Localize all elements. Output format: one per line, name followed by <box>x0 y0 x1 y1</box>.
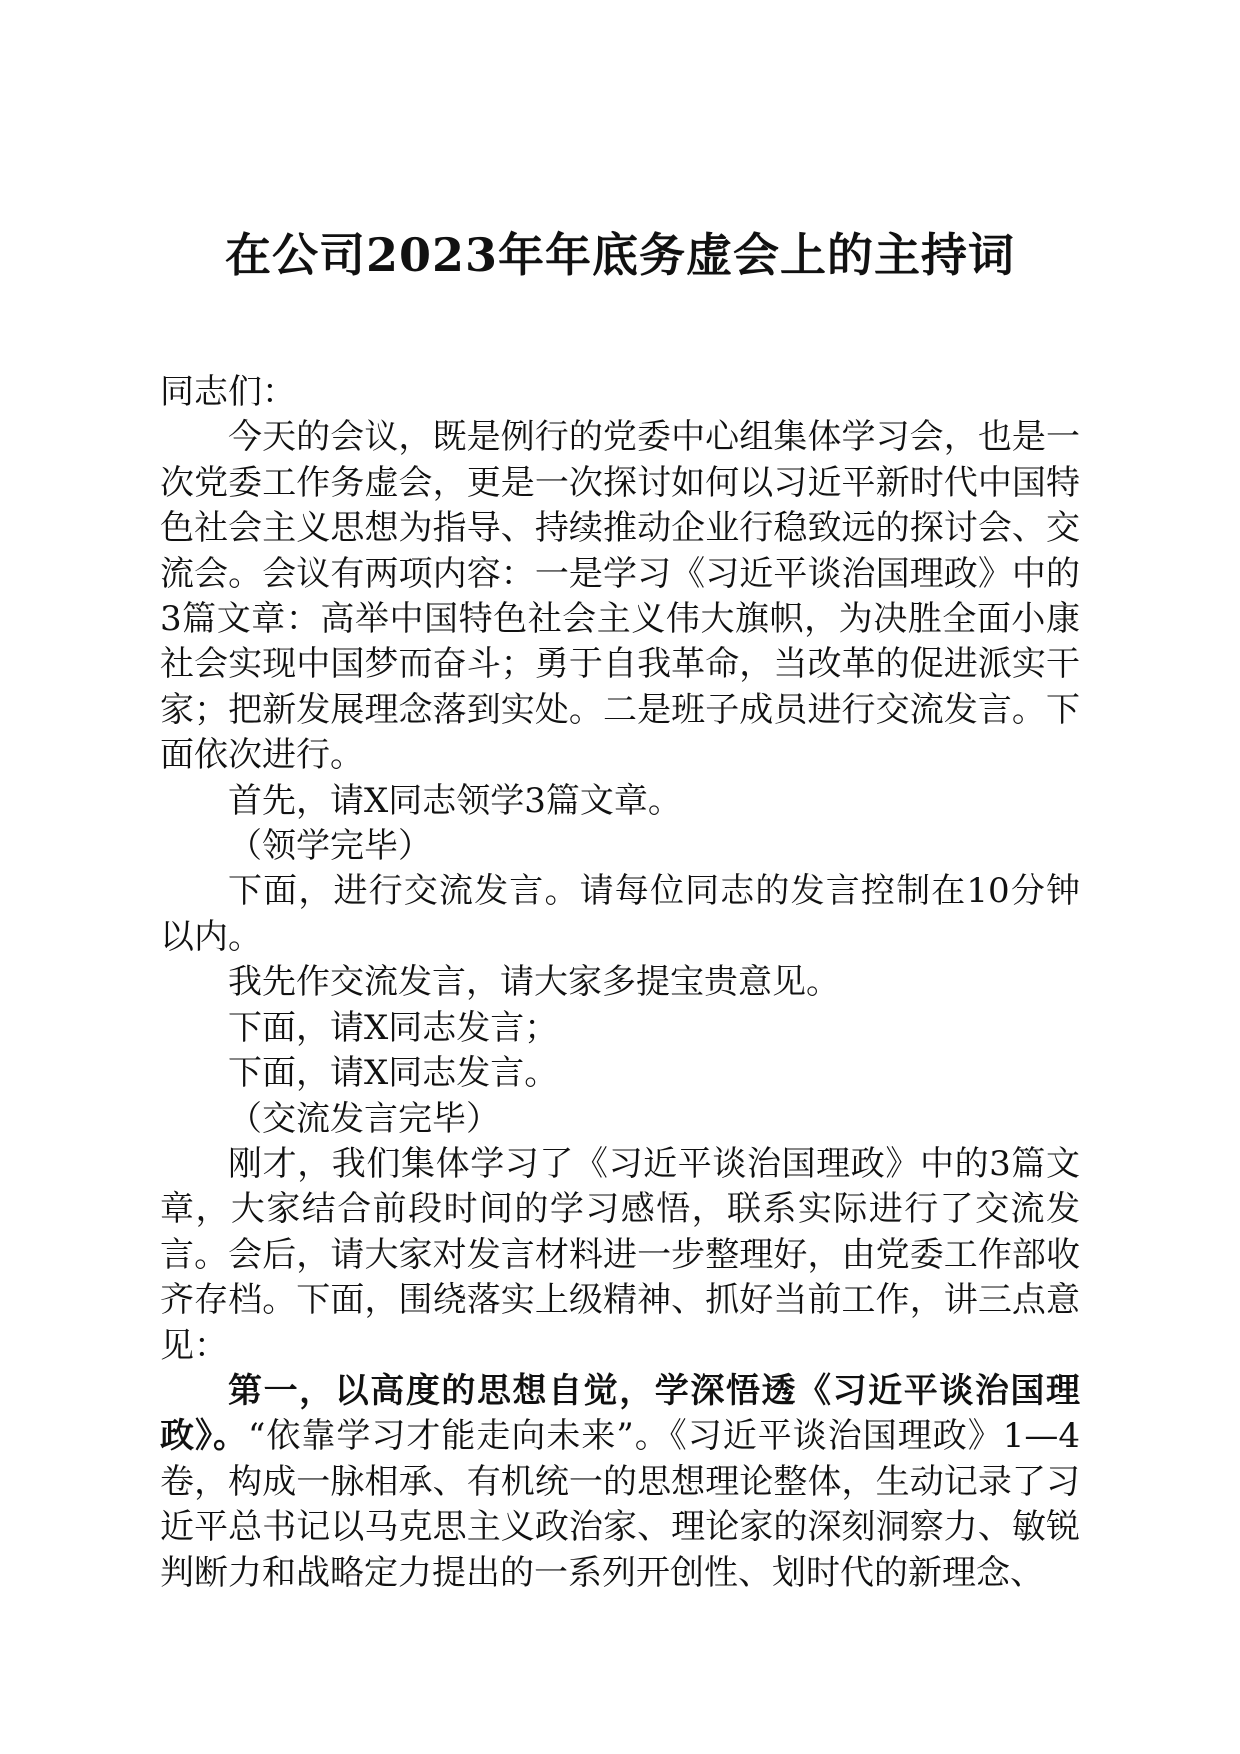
paragraph-speaker-1: 下面，请X同志发言； <box>228 1007 559 1048</box>
paragraph-study-done: （领学完毕） <box>228 826 432 867</box>
paragraph-point-one <box>160 1369 1080 1596</box>
document-body <box>160 370 1080 1596</box>
paragraph-first-speech: 我先作交流发言，请大家多提宝贵意见。 <box>228 962 840 1003</box>
document-title: 在公司2023年年底务虚会上的主持词 <box>224 228 1016 282</box>
paragraph-exchange: 下面，进行交流发言。请每位同志的发言控制在10分钟以内。 <box>160 871 1080 957</box>
point-one-text: “依靠学习才能走向未来”。《习近平谈治国理政》1—4卷，构成一脉相承、有机统一的思想理论整体，生动记录了习近平总书记以马克思主义政治家、理论家的深刻洞察力、敏锐判断力和战略定力提出的一系列开创性、划时代的新理念、 <box>160 1416 1080 1593</box>
paragraph-lead-study: 首先，请X同志领学3篇文章。 <box>228 780 682 821</box>
point-one-heading: 第一，以高度的思想自觉，学深悟透《习近平谈治国理政》。 <box>160 1370 1080 1457</box>
paragraph-exchange-done: （交流发言完毕） <box>228 1098 500 1139</box>
paragraph-summary: 刚才，我们集体学习了《习近平谈治国理政》中的3篇文章，大家结合前段时间的学习感悟，联系实际进行了交流发言。会后，请大家对发言材料进一步整理好，由党委工作部收齐存档。下面，围绕落实上级精神、抓好当前工作，讲三点意见： <box>160 1143 1080 1366</box>
paragraph-intro: 今天的会议，既是例行的党委中心组集体学习会，也是一次党委工作务虚会，更是一次探讨如何以习近平新时代中国特色社会主义思想为指导、持续推动企业行稳致远的探讨会、交流会。会议有两项内容：一是学习《习近平谈治国理政》中的3篇文章：高举中国特色社会主义伟大旗帜，为决胜全面小康社会实现中国梦而奋斗；勇于自我革命，当改革的促进派实干家；把新发展理念落到实处。二是班子成员进行交流发言。下面依次进行。 <box>160 417 1080 776</box>
paragraph-speaker-2: 下面，请X同志发言。 <box>228 1053 559 1094</box>
salutation: 同志们： <box>160 372 296 412</box>
